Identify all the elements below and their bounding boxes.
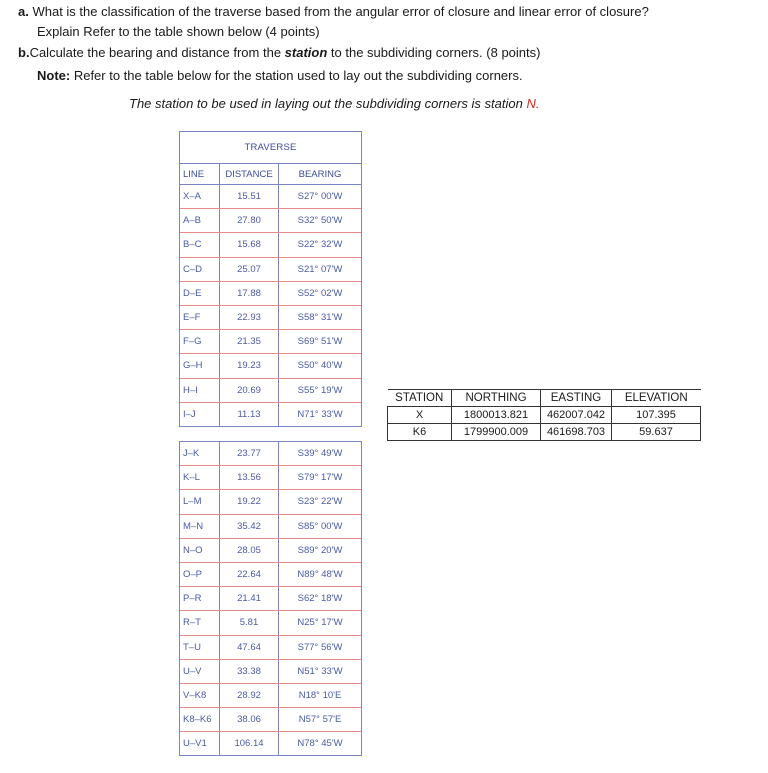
bearing-cell: S79° 17'W xyxy=(297,472,343,484)
line-cell: K–L xyxy=(180,466,220,489)
header-northing: NORTHING xyxy=(452,390,541,407)
table-row xyxy=(180,185,361,209)
distance-cell: 23.77 xyxy=(220,442,279,465)
bearing-cell: S27° 00'W xyxy=(297,191,343,203)
bearing-cell: S52° 02'W xyxy=(297,287,343,299)
header-line: LINE xyxy=(180,164,220,184)
distance-cell: 19.23 xyxy=(220,354,279,377)
bearing-cell: N51° 33'W xyxy=(297,665,343,677)
bearing-cell: S85° 00'W xyxy=(297,520,343,532)
line-cell: O–P xyxy=(180,563,220,586)
header-station: STATION xyxy=(388,390,452,407)
bearing-cell: S62° 18'W xyxy=(297,593,343,605)
distance-cell: 21.41 xyxy=(220,587,279,610)
bearing-cell: N71° 33'W xyxy=(297,408,343,420)
line-cell: F–G xyxy=(180,330,220,353)
bearing-cell: N78° 45'W xyxy=(297,738,343,750)
distance-cell: 28.92 xyxy=(220,684,279,707)
note xyxy=(37,67,523,85)
line-cell: G–H xyxy=(180,354,220,377)
question-a xyxy=(18,3,649,21)
distance-cell: 28.05 xyxy=(220,539,279,562)
table-row xyxy=(388,424,701,441)
elevation-cell: 107.395 xyxy=(612,407,701,424)
bearing-cell: S50° 40'W xyxy=(297,360,343,372)
line-cell: T–U xyxy=(180,636,220,659)
table-row xyxy=(180,732,361,755)
distance-cell: 20.69 xyxy=(220,379,279,402)
bearing-cell: S32° 50'W xyxy=(297,215,343,227)
distance-cell: 27.80 xyxy=(220,209,279,232)
easting-cell: 461698.703 xyxy=(541,424,612,441)
bearing-cell: S77° 56'W xyxy=(297,641,343,653)
header-easting: EASTING xyxy=(541,390,612,407)
table-row xyxy=(180,330,361,354)
note-text: Refer to the table below for the station used to lay out the subdividing corners. xyxy=(70,68,523,83)
note-label: Note: xyxy=(37,68,71,83)
table-row xyxy=(180,611,361,635)
question-b-text-post: to the subdividing corners. (8 points) xyxy=(327,45,541,60)
table-row xyxy=(180,636,361,660)
station-line-text: The station to be used in laying out the subdividing corners is station xyxy=(129,96,527,111)
bearing-cell: S55° 19'W xyxy=(297,384,343,396)
line-cell: D–E xyxy=(180,282,220,305)
line-cell: E–F xyxy=(180,306,220,329)
bearing-cell: N89° 48'W xyxy=(297,569,343,581)
question-b-text-em: station xyxy=(284,45,328,60)
bearing-cell: S39° 49'W xyxy=(297,448,343,460)
line-cell: P–R xyxy=(180,587,220,610)
distance-cell: 5.81 xyxy=(220,611,279,634)
line-cell: K8–K6 xyxy=(180,708,220,731)
distance-cell: 33.38 xyxy=(220,660,279,683)
traverse-table-part1 xyxy=(179,131,362,427)
station-cell: X xyxy=(388,407,452,424)
line-cell: M–N xyxy=(180,515,220,538)
distance-cell: 15.68 xyxy=(220,233,279,256)
header-bearing: BEARING xyxy=(298,168,342,180)
station-letter: N. xyxy=(526,96,540,111)
question-a-line1: What is the classification of the traverse based from the angular error of closure and linear error of closure? xyxy=(32,4,649,19)
line-cell: V–K8 xyxy=(180,684,220,707)
table-row xyxy=(388,407,701,424)
bearing-cell: S21° 07'W xyxy=(297,263,343,275)
bearing-cell: S69° 51'W xyxy=(297,336,343,348)
line-cell: J–K xyxy=(180,442,220,465)
bearing-cell: S89° 20'W xyxy=(297,544,343,556)
table-row xyxy=(180,563,361,587)
table-row xyxy=(180,515,361,539)
table-row xyxy=(180,209,361,233)
table-row xyxy=(180,539,361,563)
traverse-title: TRAVERSE xyxy=(180,132,361,164)
northing-cell: 1800013.821 xyxy=(452,407,541,424)
bearing-cell: N57° 57'E xyxy=(298,714,342,726)
bearing-cell: N25° 17'W xyxy=(297,617,343,629)
line-cell: X–A xyxy=(180,185,220,208)
question-b xyxy=(18,44,540,62)
traverse-table-part2 xyxy=(179,441,362,756)
line-cell: C–D xyxy=(180,258,220,281)
bearing-cell: S23° 22'W xyxy=(297,496,343,508)
question-a-label: a. xyxy=(18,4,29,19)
station-cell: K6 xyxy=(388,424,452,441)
station-table xyxy=(387,389,701,441)
table-row xyxy=(180,233,361,257)
distance-cell: 35.42 xyxy=(220,515,279,538)
traverse-column-headers xyxy=(180,164,361,185)
table-row xyxy=(180,282,361,306)
elevation-cell: 59.637 xyxy=(612,424,701,441)
distance-cell: 21.35 xyxy=(220,330,279,353)
table-row xyxy=(180,403,361,426)
line-cell: N–O xyxy=(180,539,220,562)
table-row xyxy=(180,354,361,378)
table-row xyxy=(180,587,361,611)
distance-cell: 19.22 xyxy=(220,490,279,513)
distance-cell: 38.06 xyxy=(220,708,279,731)
table-row xyxy=(180,379,361,403)
table-row xyxy=(180,684,361,708)
station-line xyxy=(129,95,539,113)
distance-cell: 17.88 xyxy=(220,282,279,305)
bearing-cell: N18° 10'E xyxy=(298,689,342,701)
question-a-line2: Explain Refer to the table shown below (4 points) xyxy=(37,24,320,39)
line-cell: U–V xyxy=(180,660,220,683)
northing-cell: 1799900.009 xyxy=(452,424,541,441)
line-cell: B–C xyxy=(180,233,220,256)
question-b-text-pre: Calculate the bearing and distance from the xyxy=(29,45,285,60)
distance-cell: 47.64 xyxy=(220,636,279,659)
table-row xyxy=(180,490,361,514)
table-row xyxy=(180,306,361,330)
distance-cell: 25.07 xyxy=(220,258,279,281)
line-cell: A–B xyxy=(180,209,220,232)
distance-cell: 22.93 xyxy=(220,306,279,329)
table-row xyxy=(180,466,361,490)
line-cell: L–M xyxy=(180,490,220,513)
distance-cell: 13.56 xyxy=(220,466,279,489)
distance-cell: 22.64 xyxy=(220,563,279,586)
distance-cell: 106.14 xyxy=(220,732,279,755)
header-distance: DISTANCE xyxy=(220,164,279,184)
station-table-header xyxy=(388,390,701,407)
table-row xyxy=(180,660,361,684)
header-elevation: ELEVATION xyxy=(612,390,701,407)
line-cell: I–J xyxy=(180,403,220,426)
line-cell: R–T xyxy=(180,611,220,634)
distance-cell: 15.51 xyxy=(220,185,279,208)
line-cell: U–V1 xyxy=(180,732,220,755)
table-row xyxy=(180,708,361,732)
table-row xyxy=(180,258,361,282)
distance-cell: 11.13 xyxy=(220,403,279,426)
question-b-label: b. xyxy=(18,45,30,60)
bearing-cell: S58° 31'W xyxy=(297,312,343,324)
line-cell: H–I xyxy=(180,379,220,402)
bearing-cell: S22° 32'W xyxy=(297,239,343,251)
easting-cell: 462007.042 xyxy=(541,407,612,424)
table-row xyxy=(180,442,361,466)
